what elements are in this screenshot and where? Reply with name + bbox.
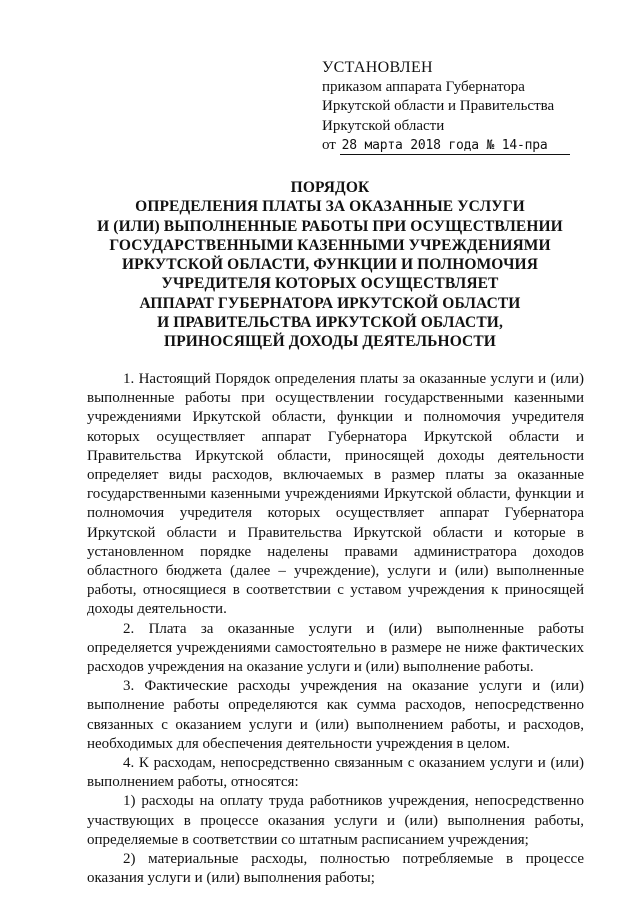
paragraph-4-item-1: 1) расходы на оплату труда работников учреждения, непосредственно участвующих в процессе оказания услуги и (или) выполнения работы, определяемые в соответствии со штатным расписанием учреждения;	[87, 793, 584, 848]
title-line: ПОРЯДОК	[290, 179, 370, 196]
approval-line-3: Иркутской области	[322, 117, 445, 134]
approval-date-prefix: от	[322, 137, 336, 153]
title-line: И (ИЛИ) ВЫПОЛНЕННЫЕ РАБОТЫ ПРИ ОСУЩЕСТВЛЕНИИ	[97, 217, 563, 235]
paragraph-1: 1. Настоящий Порядок определения платы за оказанные услуги и (или) выполненные работы при осуществлении государственными казенными учреждениями Иркутской области, функции и полномочия учредителя которых осуществляет аппарат Губернатора Иркутской области и Правительства Иркутской области, приносящей доходы деятельности определяет виды расходов, включаемых в размер платы за оказанные государственными казенными учреждениями Иркутской области, функции и полномочия учредителя которых осуществляет аппарат Губернатора Иркутской области и Правительства Иркутской области и которые в установленном порядке наделены правами администратора доходов областного бюджета (далее – учреждение), услуги и (или) выполненные работы, относящиеся в соответствии с уставом учреждения к приносящей доходы деятельности.	[87, 371, 584, 618]
title-line: АППАРАТ ГУБЕРНАТОРА ИРКУТСКОЙ ОБЛАСТИ	[139, 294, 521, 312]
approval-heading: УСТАНОВЛЕН	[322, 59, 433, 76]
approval-line-1: приказом аппарата Губернатора	[322, 78, 525, 95]
title-line: И ПРАВИТЕЛЬСТВА ИРКУТСКОЙ ОБЛАСТИ,	[157, 314, 503, 332]
approval-line-2: Иркутской области и Правительства	[322, 98, 555, 114]
title-line: ИРКУТСКОЙ ОБЛАСТИ, ФУНКЦИИ И ПОЛНОМОЧИЯ	[121, 256, 539, 274]
title-line: УЧРЕДИТЕЛЯ КОТОРЫХ ОСУЩЕСТВЛЯЕТ	[161, 275, 499, 293]
title-line: ОПРЕДЕЛЕНИЯ ПЛАТЫ ЗА ОКАЗАННЫЕ УСЛУГИ	[135, 198, 525, 216]
paragraph-4: 4. К расходам, непосредственно связанным с оказанием услуги и (или) выполнением работы, относятся:	[87, 755, 584, 791]
paragraph-3: 3. Фактические расходы учреждения на оказание услуги и (или) выполнение работы определяются как сумма расходов, непосредственно связанных с оказанием услуги и (или) выполнением работы, и расходов, необходимых для обеспечения деятельности учреждения в целом.	[87, 678, 584, 752]
approval-date-line	[322, 136, 582, 156]
title-line: ГОСУДАРСТВЕННЫМИ КАЗЕННЫМИ УЧРЕЖДЕНИЯМИ	[109, 236, 551, 254]
document-title	[70, 178, 590, 352]
paragraph-2: 2. Плата за оказанные услуги и (или) выполненные работы определяется учреждениями самостоятельно в размере не ниже фактических расходов учреждения на оказание услуги и (или) выполнение работы.	[87, 620, 584, 676]
paragraph-4-item-2: 2) материальные расходы, полностью потребляемые в процессе оказания услуги и (или) выполнения работы;	[87, 851, 584, 887]
title-line: ПРИНОСЯЩЕЙ ДОХОДЫ ДЕЯТЕЛЬНОСТИ	[164, 333, 496, 351]
approval-block	[322, 58, 582, 156]
document-body	[87, 370, 584, 888]
approval-date-value: 28 марта 2018 года № 14-пра	[340, 137, 570, 155]
